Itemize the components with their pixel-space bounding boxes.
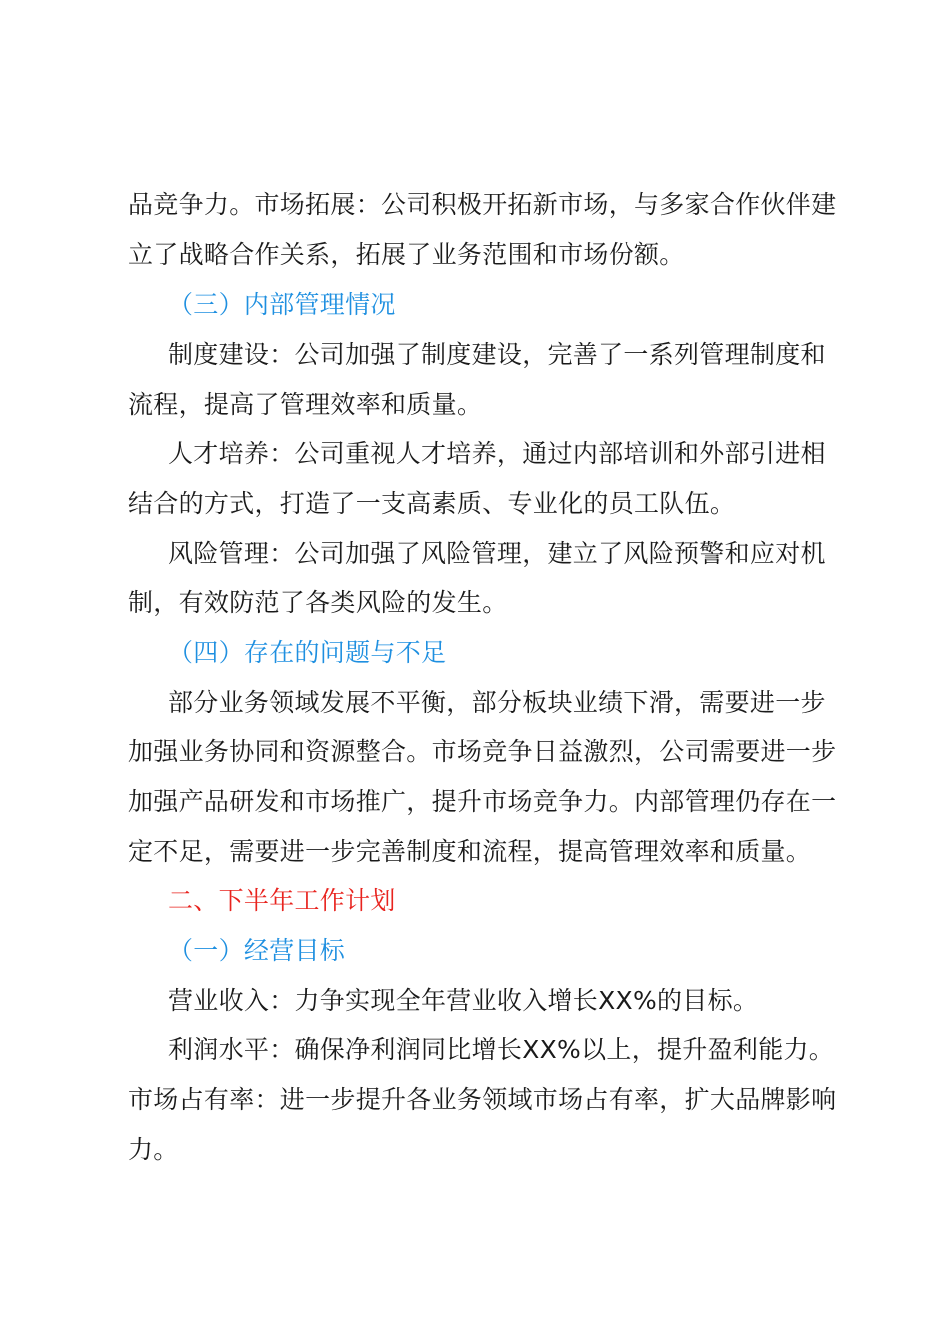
paragraph-line: 力。 bbox=[128, 1135, 179, 1164]
paragraph-line: 风险管理：公司加强了风险管理，建立了风险预警和应对机 bbox=[168, 539, 826, 568]
paragraph-line: 营业收入：力争实现全年营业收入增长XX%的目标。 bbox=[168, 986, 759, 1015]
paragraph-line: 立了战略合作关系，拓展了业务范围和市场份额。 bbox=[128, 240, 685, 269]
paragraph-line: 人才培养：公司重视人才培养，通过内部培训和外部引进相 bbox=[168, 439, 826, 468]
paragraph-line: 品竞争力。市场拓展：公司积极开拓新市场，与多家合作伙伴建 bbox=[128, 190, 837, 219]
paragraph-line: 流程，提高了管理效率和质量。 bbox=[128, 390, 483, 419]
paragraph-line: 部分业务领域发展不平衡，部分板块业绩下滑，需要进一步 bbox=[168, 688, 826, 717]
section-heading: 二、下半年工作计划 bbox=[168, 886, 396, 915]
paragraph-line: 市场占有率：进一步提升各业务领域市场占有率，扩大品牌影响 bbox=[128, 1085, 837, 1114]
section-subheading: （一）经营目标 bbox=[168, 936, 346, 965]
paragraph-line: 结合的方式，打造了一支高素质、专业化的员工队伍。 bbox=[128, 489, 736, 518]
paragraph-line: 定不足，需要进一步完善制度和流程，提高管理效率和质量。 bbox=[128, 837, 812, 866]
section-subheading: （四）存在的问题与不足 bbox=[168, 638, 447, 667]
paragraph-line: 利润水平：确保净利润同比增长XX%以上，提升盈利能力。 bbox=[168, 1035, 835, 1064]
paragraph-line: 制度建设：公司加强了制度建设，完善了一系列管理制度和 bbox=[168, 340, 826, 369]
paragraph-line: 加强产品研发和市场推广，提升市场竞争力。内部管理仍存在一 bbox=[128, 787, 837, 816]
section-subheading: （三）内部管理情况 bbox=[168, 290, 396, 319]
paragraph-line: 加强业务协同和资源整合。市场竞争日益激烈，公司需要进一步 bbox=[128, 737, 837, 766]
paragraph-line: 制，有效防范了各类风险的发生。 bbox=[128, 588, 508, 617]
